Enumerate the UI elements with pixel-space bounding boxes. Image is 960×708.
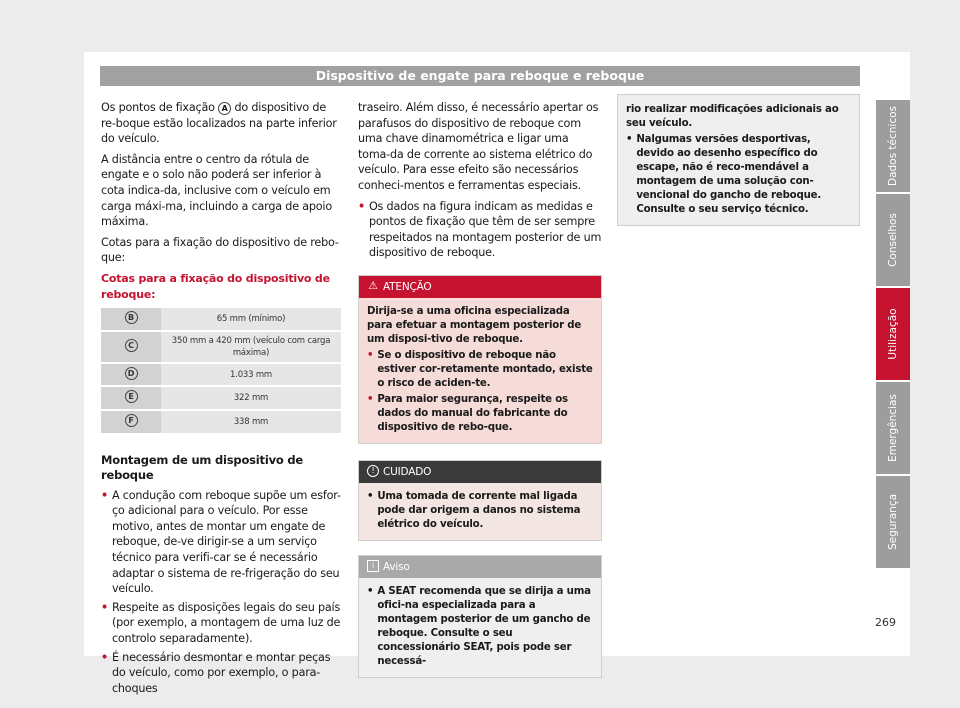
table-cell-value: 1.033 mm (161, 363, 341, 387)
tab-label: Conselhos (887, 213, 899, 267)
note-continued-text: rio realizar modificações adicionais ao seu veículo. (626, 104, 839, 129)
bullet-icon: • (101, 650, 108, 664)
marker-c: C (125, 339, 138, 352)
warning-box (358, 275, 602, 444)
list-item-text: Para maior segurança, respeite os dados do manual do fabricante do dispositivo de rebo-que. (377, 393, 568, 433)
paragraph-fixation-points (101, 100, 341, 147)
table-cell-letter (101, 386, 161, 410)
bullet-icon: • (367, 585, 374, 597)
table-cell-letter (101, 308, 161, 331)
column-right (617, 94, 860, 226)
warning-title: ATENÇÃO (383, 280, 432, 293)
note-box-continued (617, 94, 860, 226)
section-title: Montagem de um dispositivo de reboque (101, 452, 304, 483)
chapter-tabs (876, 100, 910, 570)
list-item (101, 650, 341, 697)
column-left (101, 100, 341, 699)
table-row (101, 331, 341, 363)
marker-a: A (218, 102, 231, 115)
text: do dispositivo de re-boque estão localizados na parte inferior do veículo. (101, 101, 337, 146)
paragraph-cotas: Cotas para a fixação do dispositivo de rebo-que: (101, 235, 339, 265)
list-item-text: A condução com reboque supõe um esfor-ço adicional para o veículo. Por esse motivo, antes de montar um engate de reboque, de-ve dirigir-se a um serviço técnico para verifi-car se é necessário adaptar o sistema de re-frigeração do seu veículo. (111, 488, 341, 596)
tab-label: Utilização (887, 308, 899, 360)
note-title: Aviso (383, 560, 410, 573)
warning-triangle-icon: ⚠ (368, 278, 378, 292)
bullet-icon: • (101, 488, 108, 502)
list-item-text: Uma tomada de corrente mal ligada pode dar origem a danos no sistema elétrico do veículo. (377, 490, 581, 530)
caution-box (358, 460, 602, 541)
table-row (101, 410, 341, 434)
tab-utilizacao[interactable] (876, 288, 910, 380)
list-item (358, 199, 602, 261)
caution-title: CUIDADO (383, 465, 432, 478)
bullet-icon: • (367, 490, 374, 502)
list-item (101, 600, 341, 647)
list-item-text: Nalgumas versões desportivas, devido ao desenho específico do escape, não é reco-mendável a montagem de uma solução con-vencional do gancho de reboque. Consulte o seu serviço técnico. (636, 134, 822, 215)
text: Os pontos de fixação (101, 101, 215, 114)
table-cell-letter (101, 410, 161, 434)
table-title: Cotas para a fixação do dispositivo de reboque: (101, 271, 330, 301)
tab-label: Emergências (887, 394, 899, 462)
table-cell-letter (101, 331, 161, 363)
tab-emergencias[interactable] (876, 382, 910, 474)
note-header (359, 556, 601, 578)
list-item-text: Os dados na figura indicam as medidas e pontos de fixação que têm de ser sempre respeitados na montagem posterior de um dispositivo de reboque. (368, 199, 602, 260)
note-icon: i (367, 560, 379, 572)
tab-label: Dados técnicos (887, 105, 899, 187)
table-cell-letter (101, 363, 161, 387)
list-item (101, 488, 341, 597)
list-item-text: Respeite as disposições legais do seu país (por exemplo, a montagem de uma luz de controlo separadamente). (111, 600, 341, 646)
marker-f: F (125, 414, 138, 427)
marker-d: D (125, 367, 138, 380)
warning-body (359, 298, 601, 443)
table-row (101, 363, 341, 387)
list-item (367, 393, 593, 435)
info-circle-icon: ! (367, 465, 379, 477)
list-item (626, 133, 851, 217)
table-cell-value: 350 mm a 420 mm (veículo com carga máxima) (161, 331, 341, 363)
tab-dados-tecnicos[interactable] (876, 100, 910, 192)
table-cell-value: 322 mm (161, 386, 341, 410)
table-row (101, 386, 341, 410)
list-item (367, 349, 593, 391)
table-row (101, 308, 341, 331)
bullet-icon: • (101, 600, 108, 614)
caution-body (359, 483, 601, 540)
note-box (358, 555, 602, 678)
bullet-icon: • (367, 349, 374, 361)
paragraph-distance: A distância entre o centro da rótula de engate e o solo não poderá ser inferior à cota indica-da, inclusive com o veículo em carga máxi-ma, incluindo a carga de apoio máxima. (101, 152, 332, 229)
list-item-text: É necessário desmontar e montar peças do veículo, como por exemplo, o para-choques (111, 650, 331, 695)
column-middle (358, 100, 602, 678)
table-cell-value: 65 mm (mínimo) (161, 308, 341, 331)
marker-b: B (125, 311, 138, 324)
list-item (367, 490, 593, 532)
tab-seguranca[interactable] (876, 476, 910, 568)
bullet-icon: • (358, 199, 365, 213)
list-item-text: A SEAT recomenda que se dirija a uma ofici-na especializada para a montagem posterior de um gancho de reboque. Consulte o seu concessionário SEAT, pois pode ser necessá- (377, 585, 591, 667)
table-cell-value: 338 mm (161, 410, 341, 434)
paragraph-continued: traseiro. Além disso, é necessário apertar os parafusos do dispositivo de reboque com uma chave dinamométrica e ligar uma toma-da de corrente ao sistema elétrico do veículo. Para esse efeito são necessários conheci-mentos e ferramentas especiais. (358, 101, 599, 192)
page-number: 269 (875, 616, 896, 629)
marker-e: E (125, 390, 138, 403)
cotas-table (101, 308, 341, 434)
warning-intro: Dirija-se a uma oficina especializada para efetuar a montagem posterior de um disposi-tivo de reboque. (367, 305, 582, 345)
list-item (367, 585, 593, 669)
list-item-text: Se o dispositivo de reboque não estiver cor-retamente montado, existe o risco de aciden-te. (377, 349, 593, 389)
warning-header (359, 276, 601, 298)
note-body (359, 578, 601, 677)
page-header: Dispositivo de engate para reboque e reboque (100, 66, 860, 86)
caution-header (359, 461, 601, 483)
tab-conselhos[interactable] (876, 194, 910, 286)
bullet-icon: • (367, 393, 374, 405)
bullet-icon: • (626, 134, 633, 145)
tab-label: Segurança (887, 493, 899, 551)
